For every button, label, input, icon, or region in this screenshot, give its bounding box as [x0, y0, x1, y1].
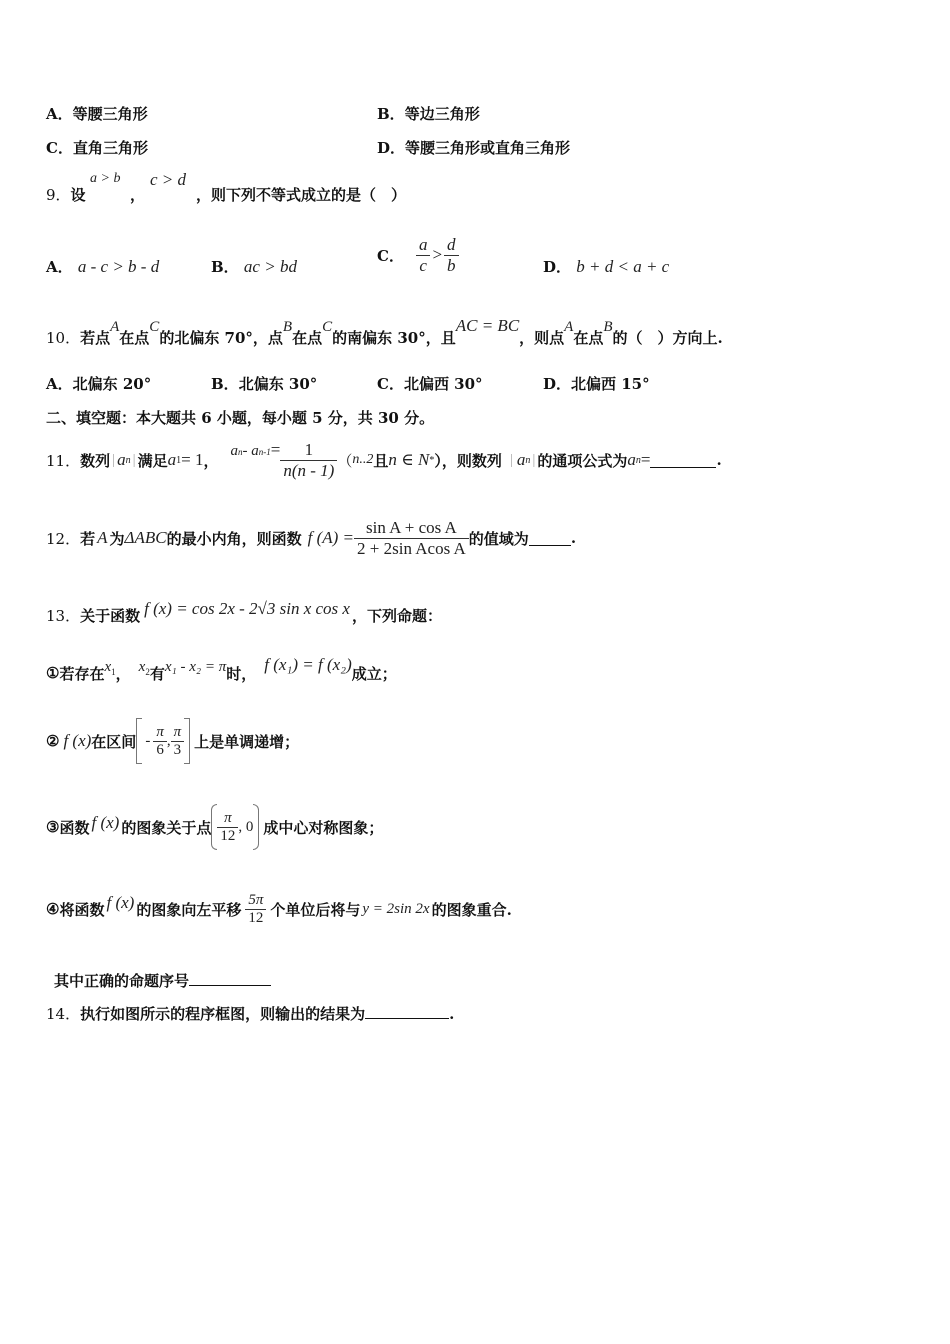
q13-proposition-4: ④ 将函数 f (x) 的图象向左平移 $\frac{5\pi}{12}$ 个单位后将与 y = 2sin 2x 的图象重合. [46, 891, 512, 926]
q13-p4-frac: $\frac{5\pi}{12}$ [245, 892, 266, 927]
q10-stem: 10．若点A在点C的北偏东 70°，点B在点C的南偏东 30°，且AC = BC，则点A在点B的（ ）方向上. [46, 316, 723, 347]
q9-option-c: C． $\frac{a}{c}$ > $\frac{d}{b}$ [377, 230, 459, 280]
q13-answer-line: 其中正确的命题序号 [54, 970, 271, 991]
q13-stem: 13． 关于函数 f (x) = cos 2x - 2√3 sin x cos x ，下列命题： [46, 599, 442, 625]
q11-fraction: $\frac{1}{n(n - 1)}$ [280, 440, 337, 481]
q13-answer-blank[interactable] [189, 971, 271, 986]
q13-p2-frac-b: $\frac{\pi}{3}$ [171, 724, 185, 759]
q13-p2-frac-a: $\frac{\pi}{6}$ [153, 724, 167, 759]
right-paren [253, 804, 259, 850]
q12-fraction: $\frac{\text{sin A + cos A}}{\text{2 + 2sin Acos A}}$ [354, 518, 469, 559]
q8-option-c: C．直角三角形 [46, 139, 148, 157]
right-bracket [184, 718, 190, 764]
q9-sep: ， [130, 186, 146, 204]
q13-proposition-2: ② f (x) 在区间 - $\frac{\pi}{6}$ , $\frac{\pi}{3}$ 上是单调递增； [46, 716, 299, 766]
q10-option-a: A．北偏东 20° [46, 375, 152, 393]
q13-proposition-1: ① 若存在 $x_1$ ， $x_2$ 有 x₁ - x₂ = π 时， f (x₁) = f (x₂) 成立； [46, 655, 397, 683]
q10-option-b: B．北偏东 30° [211, 375, 318, 393]
q10-option-d: D．北偏西 15° [543, 375, 650, 393]
q14-answer-blank[interactable] [365, 1004, 449, 1019]
q11-answer-blank[interactable] [650, 453, 716, 468]
q14-stem: 14．执行如图所示的程序框图，则输出的结果为 . [46, 1005, 455, 1023]
q9-option-b: B． ac > bd [211, 257, 297, 276]
q12-stem: 12． 若 A 为 ΔABC 的最小内角，则函数 f (A) = $\frac{\text{sin A + cos A}}{\text{2 + 2sin Acos A}}$ 的值域为 . [46, 517, 577, 558]
q9-tail: ，则下列不等式成立的是（ ） [196, 186, 407, 204]
q8-option-a: A．等腰三角形 [46, 105, 148, 123]
q8-option-d: D．等腰三角形或直角三角形 [377, 139, 571, 157]
q9-c-frac-a: $\frac{a}{c}$ [416, 235, 431, 276]
section-2-heading: 二、填空题：本大题共 6 小题，每小题 5 分，共 30 分。 [46, 409, 435, 427]
q9-stem: 9．设 [46, 186, 86, 204]
q9-cond2: c > d [150, 170, 187, 189]
q13-p3-frac: $\frac{\pi}{12}$ [217, 810, 238, 845]
q8-option-b: B．等边三角形 [377, 105, 480, 123]
q11-stem: 11． 数列 | a n | 满足 a 1 = 1 ， a n - a n-1 = $\frac{1}{n(n - 1)}$ （ n..2 且 n ∈ N * ），则数列 | a n | 的通项公式为 a n = . [46, 439, 722, 480]
q9-cond1: a > b [90, 171, 121, 186]
q9-option-d: D． b + d < a + c [543, 257, 670, 276]
q9-option-a: A． a - c > b - d [46, 257, 160, 276]
q12-answer-blank[interactable] [529, 531, 571, 546]
left-bracket [136, 718, 142, 764]
q10-option-c: C．北偏西 30° [377, 375, 483, 393]
q9-c-frac-b: $\frac{d}{b}$ [444, 235, 459, 276]
q13-proposition-3: ③ 函数 f (x) 的图象关于点 $\frac{\pi}{12}$ , 0 成中心对称图象； [46, 802, 383, 852]
